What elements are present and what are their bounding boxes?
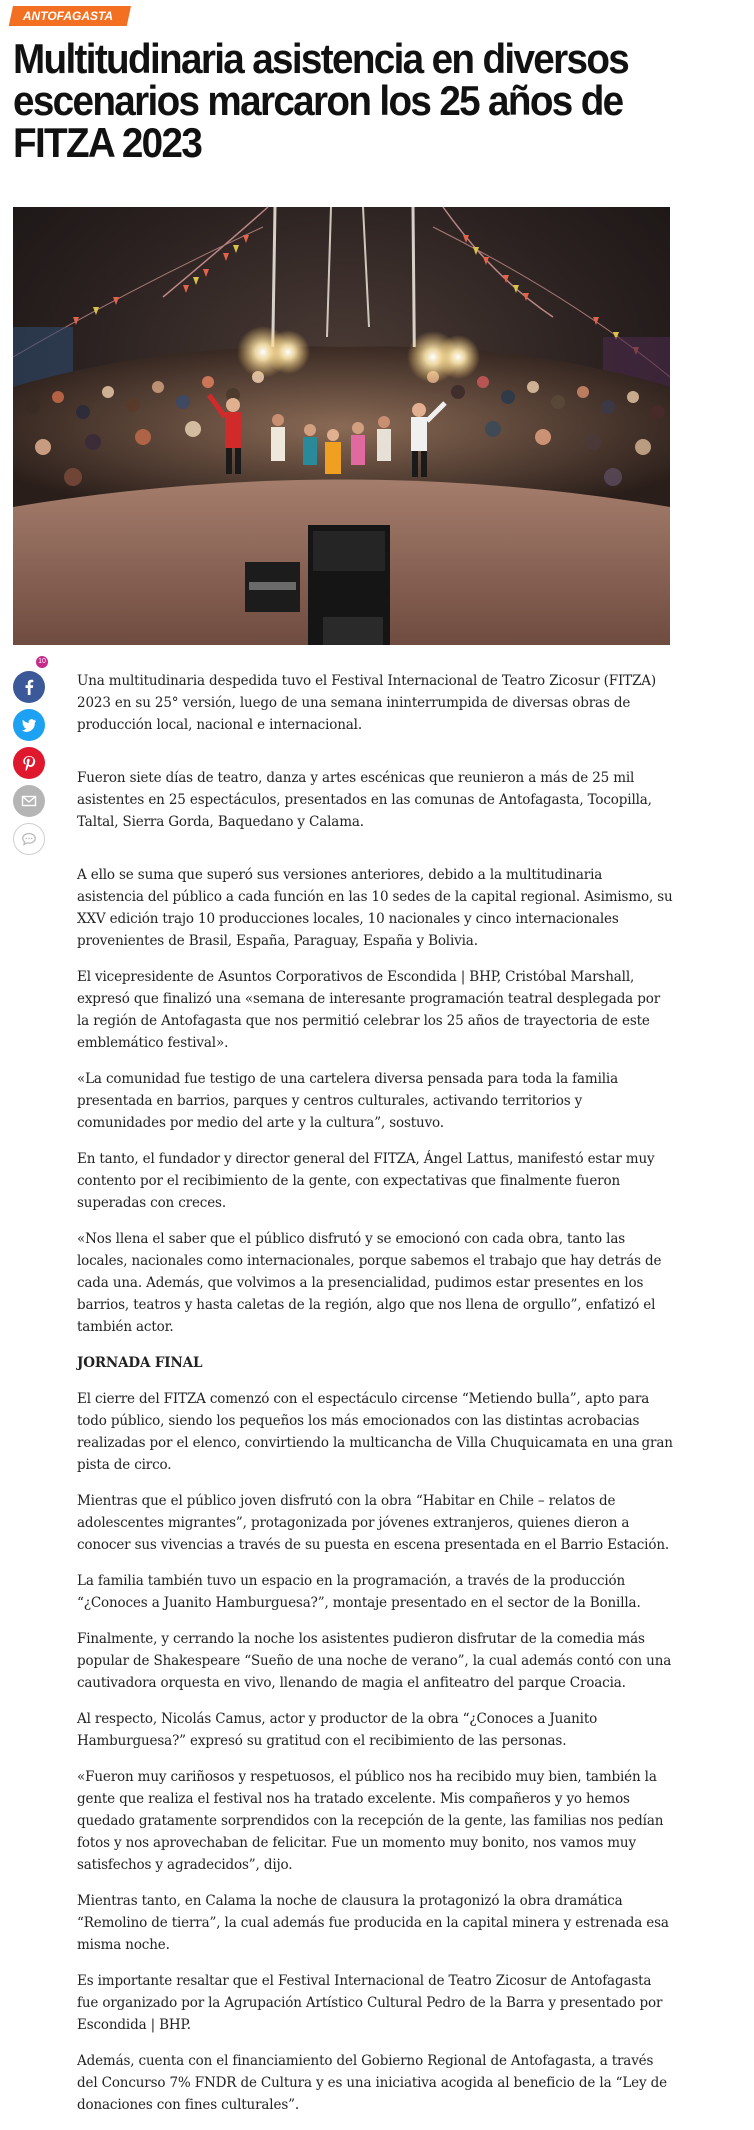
article-body [77,670,673,2130]
article-paragraph: Una multitudinaria despedida tuvo el Festival Internacional de Teatro Zicosur (FITZA) 2023 en su 25° versión, luego de una semana ininterrumpida de diversas obras de producción local, nacional e internacional. [77,673,656,733]
email-share-button[interactable] [13,785,45,817]
facebook-share-button[interactable] [13,671,45,703]
pinterest-share-button[interactable] [13,747,45,779]
article-paragraph: Además, cuenta con el financiamiento del Gobierno Regional de Antofagasta, a través del Concurso 7% FNDR de Cultura y es una iniciativa acogida al beneficio de la “Ley de donaciones con fines culturales”. [77,2053,667,2113]
article-headline: Multitudinaria asistencia en diversos escenarios marcaron los 25 años de FITZA 2023 [13,35,629,166]
category-label: ANTOFAGASTA [22,9,114,23]
article-paragraph: «Fueron muy cariñosos y respetuosos, el público nos ha recibido muy bien, también la gente que realiza el festival nos ha tratado excelente. Mis compañeros y yo hemos quedado gratamente sorprendidos con la recepción de la gente, las familias nos pedían fotos y nos aprovechaban de felicitar. Fue un momento muy bonito, nos vamos muy satisfechos y agradecidos”, dijo. [77,1769,664,1873]
article-paragraph: Mientras que el público joven disfrutó con la obra “Habitar en Chile – relatos de adolescentes migrantes”, protagonizada por jóvenes extranjeros, quienes dieron a conocer sus vivencias a través de su puesta en escena presentada en el Barrio Estación. [77,1493,670,1553]
stage-crowd-photo [13,207,670,645]
twitter-icon [21,717,37,733]
article-paragraph: La familia también tuvo un espacio en la programación, a través de la producción “¿Conoces a Juanito Hamburguesa?”, montaje presentado en el sector de la Bonilla. [77,1573,641,1611]
article-paragraph: Al respecto, Nicolás Camus, actor y productor de la obra “¿Conoces a Juanito Hamburguesa?” expresó su gratitud con el recibimiento de las personas. [77,1711,598,1749]
comment-icon [21,831,37,847]
section-subheading: JORNADA FINAL [77,1355,203,1371]
hero-image [13,207,670,645]
twitter-share-button[interactable] [13,709,45,741]
comment-button[interactable] [13,823,45,855]
article-paragraph: Es importante resaltar que el Festival Internacional de Teatro Zicosur de Antofagasta fue organizado por la Agrupación Artístico Cultural Pedro de la Barra y presentado por Escondida | BHP. [77,1973,663,2033]
article-paragraph: El vicepresidente de Asuntos Corporativos de Escondida | BHP, Cristóbal Marshall, expresó que finalizó una «semana de interesante programación teatral desplegada por la región de Antofagasta que nos permitió celebrar los 25 años de trayectoria de este emblemático festival». [77,969,660,1051]
article-paragraph: El cierre del FITZA comenzó con el espectáculo circense “Metiendo bulla”, apto para todo público, siendo los pequeños los más emocionados con las distintas acrobacias realizadas por el elenco, convirtiendo la multicancha de Villa Chuquicamata en una gran pista de circo. [77,1391,673,1473]
article-paragraph: «La comunidad fue testigo de una cartelera diversa pensada para toda la familia presentada en barrios, parques y centros culturales, activando territorios y comunidades por medio del arte y la cultura”, sostuvo. [77,1071,618,1131]
email-icon [21,793,37,809]
article-paragraph: Mientras tanto, en Calama la noche de clausura la protagonizó la obra dramática “Remolino de tierra”, la cual además fue producida en la capital minera y estrenada esa misma noche. [77,1893,669,1953]
article-paragraph: En tanto, el fundador y director general del FITZA, Ángel Lattus, manifestó estar muy contento por el recibimiento de la gente, con expectativas que finalmente fueron superadas con creces. [77,1151,655,1211]
share-count-badge: 10 [36,656,48,668]
article-paragraph: «Nos llena el saber que el público disfrutó y se emocionó con cada obra, tanto las locales, nacionales como internacionales, porque sabemos el trabajo que hay detrás de cada una. Además, que volvimos a la presencialidad, pudimos estar presentes en los barrios, teatros y hasta caletas de la región, algo que nos llena de orgullo”, enfatizó el también actor. [77,1231,662,1335]
article-paragraph: A ello se suma que superó sus versiones anteriores, debido a la multitudinaria asistencia del público a cada función en las 10 sedes de la capital regional. Asimismo, su XXV edición trajo 10 producciones locales, 10 nacionales y cinco internacionales provenientes de Brasil, España, Paraguay, España y Bolivia. [77,867,673,949]
category-tag[interactable] [9,6,131,26]
facebook-icon [21,679,37,695]
article-paragraph: Finalmente, y cerrando la noche los asistentes pudieron disfrutar de la comedia más popular de Shakespeare “Sueño de una noche de verano”, la cual además contó con una cautivadora orquesta en vivo, llenando de magia el anfiteatro del parque Croacia. [77,1631,672,1691]
article-paragraph: Fueron siete días de teatro, danza y artes escénicas que reunieron a más de 25 mil asistentes en 25 espectáculos, presentados en las comunas de Antofagasta, Tocopilla, Taltal, Sierra Gorda, Baquedano y Calama. [77,770,652,830]
pinterest-icon [21,755,37,771]
